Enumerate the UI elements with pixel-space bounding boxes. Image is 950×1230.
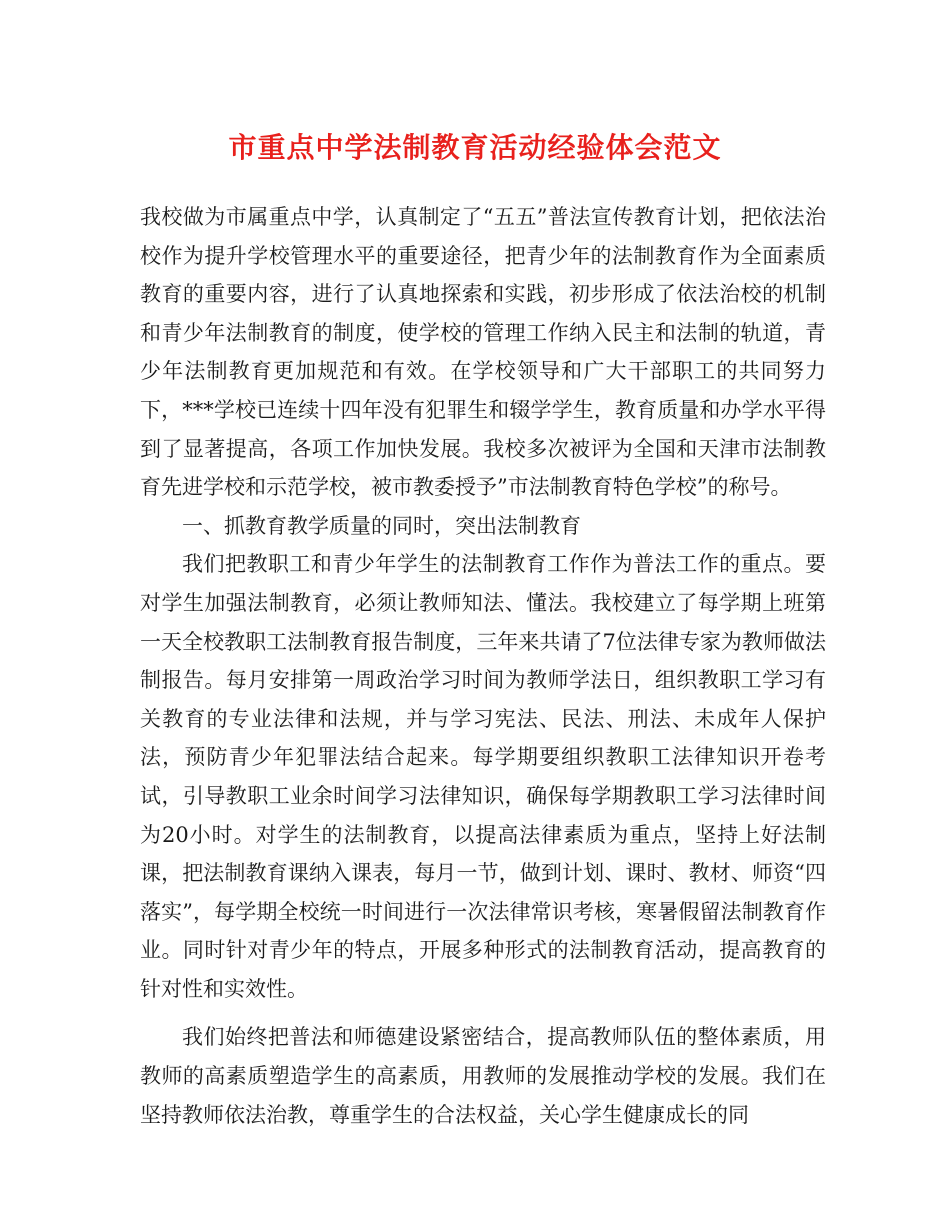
document-body: [140, 198, 826, 1134]
document-title: 市重点中学法制教育活动经验体会范文: [228, 131, 722, 164]
paragraph-legal-education: 我们把教职工和青少年学生的法制教育工作作为普法工作的重点。要对学生加强法制教育，必须让教师知法、懂法。我校建立了每学期上班第一天全校教职工法制教育报告制度，三年来共请了7位法律专家为教师做法制报告。每月安排第一周政治学习时间为教师学法日，组织教职工学习有关教育的专业法律和法规，并与学习宪法、民法、刑法、未成年人保护法，预防青少年犯罪法结合起来。每学期要组织教职工法律知识开卷考试，引导教职工业余时间学习法律知识，确保每学期教职工学习法律时间为20小时。对学生的法制教育，以提高法律素质为重点，坚持上好法制课，把法制教育课纳入课表，每月一节，做到计划、课时、教材、师资“四落实”，每学期全校统一时间进行一次法律常识考核，寒暑假留法制教育作业。同时针对青少年的特点，开展多种形式的法制教育活动，提高教育的针对性和实效性。: [140, 552, 826, 1001]
paragraph-teacher-ethics: 我们始终把普法和师德建设紧密结合，提高教师队伍的整体素质，用教师的高素质塑造学生的高素质，用教师的发展推动学校的发展。我们在坚持教师依法治教，尊重学生的合法权益，关心学生健康成长的同: [140, 1025, 826, 1127]
section-heading-1: 一、抓教育教学质量的同时，突出法制教育: [182, 513, 581, 538]
paragraph-intro: 我校做为市属重点中学，认真制定了“五五”普法宣传教育计划，把依法治校作为提升学校管理水平的重要途径，把青少年的法制教育作为全面素质教育的重要内容，进行了认真地探索和实践，初步形成了依法治校的机制和青少年法制教育的制度，使学校的管理工作纳入民主和法制的轨道，青少年法制教育更加规范和有效。在学校领导和广大干部职工的共同努力下，***学校已连续十四年没有犯罪生和辍学学生，教育质量和办学水平得到了显著提高，各项工作加快发展。我校多次被评为全国和天津市法制教育先进学校和示范学校，被市教委授予”市法制教育特色学校”的称号。: [140, 205, 826, 500]
